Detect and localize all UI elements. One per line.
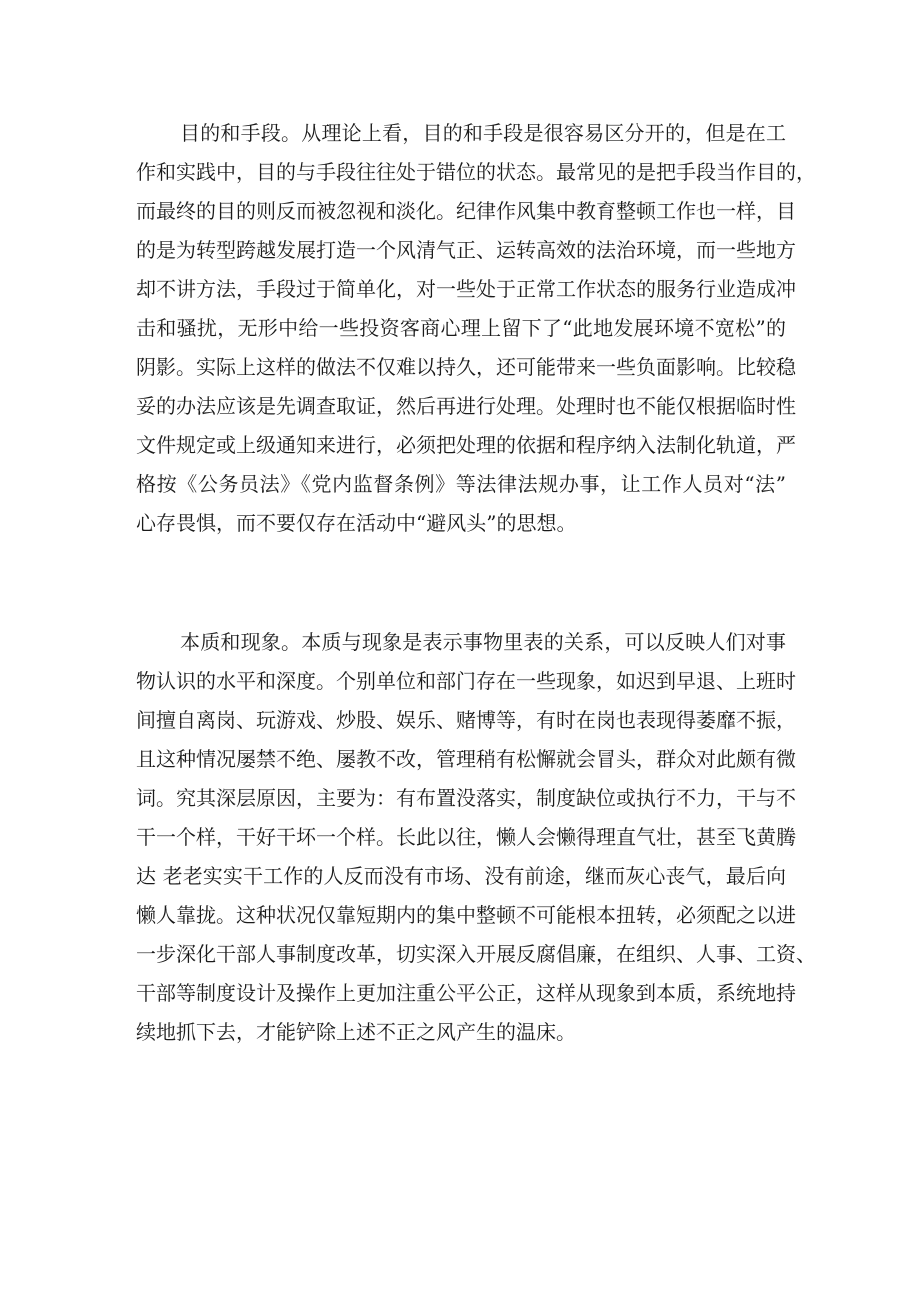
text-line: 却不讲方法，手段过于简单化，对一些处于正常工作状态的服务行业造成冲 [136, 277, 796, 301]
text-line: 一步深化干部人事制度改革，切实深入开展反腐倡廉，在组织、人事、工资、 [136, 942, 816, 966]
text-line: 词。究其深层原因，主要为：有布置没落实，制度缺位或执行不力，干与不 [136, 786, 796, 810]
text-line: 干部等制度设计及操作上更加注重公平公正，这样从现象到本质，系统地持 [136, 981, 796, 1005]
paragraph-essence-and-phenomenon [136, 623, 816, 1052]
text-line: 懒人靠拢。这种状况仅靠短期内的集中整顿不可能根本扭转，必须配之以进 [136, 903, 796, 927]
paragraph-ends-and-means [136, 114, 816, 543]
text-line: 格按《公务员法》《党内监督条例》等法律法规办事，让工作人员对“法” [136, 472, 786, 496]
text-line: 击和骚扰，无形中给一些投资客商心理上留下了“此地发展环境不宽松”的 [136, 316, 786, 340]
text-line: 而最终的目的则反而被忽视和淡化。纪律作风集中教育整顿工作也一样，目 [136, 199, 796, 223]
text-line: 心存畏惧，而不要仅存在活动中“避风头”的思想。 [136, 511, 577, 535]
text-line: 物认识的水平和深度。个别单位和部门存在一些现象，如迟到早退、上班时 [136, 669, 796, 693]
text-line: 达 老老实实干工作的人反而没有市场、没有前途，继而灰心丧气，最后向 [136, 864, 786, 888]
text-line: 目的和手段。从理论上看，目的和手段是很容易区分开的，但是在工 [180, 121, 786, 145]
text-line: 续地抓下去，才能铲除上述不正之风产生的温床。 [136, 1020, 576, 1044]
text-line: 干一个样，干好干坏一个样。长此以往，懒人会懒得理直气壮，甚至飞黄腾 [136, 825, 796, 849]
text-line: 阴影。实际上这样的做法不仅难以持久，还可能带来一些负面影响。比较稳 [136, 355, 796, 379]
text-line: 文件规定或上级通知来进行，必须把处理的依据和程序纳入法制化轨道，严 [136, 433, 796, 457]
text-line: 妥的办法应该是先调查取证，然后再进行处理。处理时也不能仅根据临时性 [136, 394, 796, 418]
text-line: 且这种情况屡禁不绝、屡教不改，管理稍有松懈就会冒头，群众对此颇有微 [136, 747, 796, 771]
text-line: 间擅自离岗、玩游戏、炒股、娱乐、赌博等，有时在岗也表现得萎靡不振， [136, 708, 796, 732]
text-line: 作和实践中，目的与手段往往处于错位的状态。最常见的是把手段当作目的， [136, 160, 816, 184]
text-line: 本质和现象。本质与现象是表示事物里表的关系，可以反映人们对事 [180, 630, 786, 654]
text-line: 的是为转型跨越发展打造一个风清气正、运转高效的法治环境，而一些地方 [136, 238, 796, 262]
